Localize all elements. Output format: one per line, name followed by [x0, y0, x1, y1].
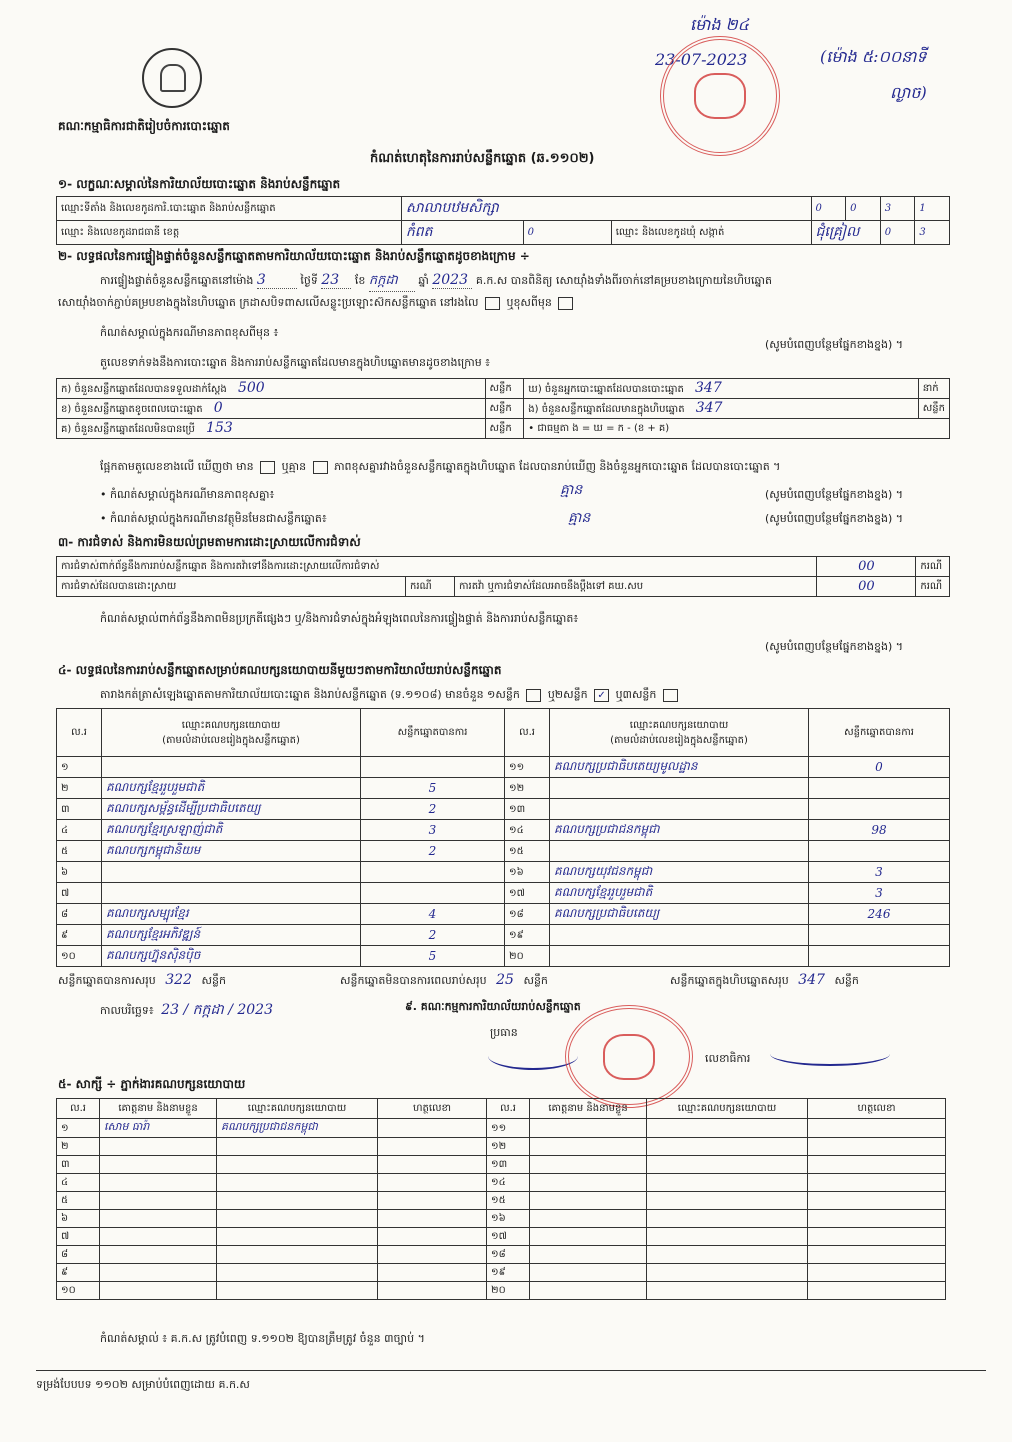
result-votes	[361, 862, 505, 883]
result-no: ៤	[57, 820, 102, 841]
figures-table	[56, 378, 950, 439]
result-no: ១២	[505, 778, 550, 799]
note-b-label: • កំណត់សម្គាល់ក្នុងករណីមានវត្ថុមិនមែនជាសន្លឹកឆ្នោត៖	[100, 512, 327, 525]
witness-name	[100, 1246, 217, 1264]
witness-no: ៣	[57, 1156, 100, 1174]
w-col-no-right: ល.រ	[487, 1099, 530, 1119]
witness-name	[530, 1282, 647, 1300]
col-no-right: ល.រ	[505, 709, 550, 757]
kho-unit: នាក់	[918, 379, 949, 399]
witness-signature[interactable]	[378, 1156, 487, 1174]
table-row	[57, 862, 950, 883]
witness-name	[530, 1246, 647, 1264]
total-valid-value: 322	[165, 972, 192, 988]
table-row	[57, 1119, 946, 1138]
result-party: គណបក្សយុវជនកម្ពុជា	[550, 862, 809, 883]
witness-signature[interactable]	[378, 1282, 487, 1300]
kha-unit: សន្លឹក	[485, 399, 524, 419]
witness-no: ១៦	[487, 1210, 530, 1228]
result-no: ៧	[57, 883, 102, 904]
note-date: 23-07-2023	[655, 50, 748, 69]
verify-line2-text: សោយ៉ាំងចាក់ភ្ជាប់គម្របខាងក្នុងនៃហិបឆ្នោត ក្រដាសបិទពាសលើសន្លូះប្រឡោះស៊កសន្លឹកឆ្នោត នៅរងលៃ	[58, 296, 479, 309]
note-line3: ល្ងាច)	[890, 83, 927, 102]
result-party	[550, 799, 809, 820]
compare-text-b: ឬគ្មាន	[281, 460, 307, 473]
footer-divider	[36, 1370, 986, 1371]
witness-name	[530, 1228, 647, 1246]
witness-signature[interactable]	[378, 1246, 487, 1264]
witness-party	[647, 1174, 808, 1192]
ng-unit: សន្លឹក	[918, 399, 949, 419]
table-row	[57, 1228, 946, 1246]
table-row	[57, 1246, 946, 1264]
result-no: ៩	[57, 925, 102, 946]
footer-text: ទម្រង់បែបបទ ១១០២ សម្រាប់បំពេញដោយ គ.ក.ស	[36, 1378, 250, 1391]
compare-line	[100, 460, 950, 476]
result-party	[102, 883, 361, 904]
table-row	[57, 1210, 946, 1228]
sheet-count-b: ឬ២សន្លឹក	[547, 688, 588, 701]
witness-no: ៧	[57, 1228, 100, 1246]
section1-table	[56, 196, 950, 245]
result-votes	[809, 946, 950, 967]
table-row	[57, 799, 950, 820]
col-party-right-title: ឈ្មោះគណបក្សនយោបាយ	[629, 719, 729, 731]
secretary-signature	[770, 1042, 890, 1066]
witness-signature[interactable]	[808, 1282, 946, 1300]
table-row	[57, 925, 950, 946]
witness-signature[interactable]	[378, 1119, 487, 1138]
section5-heading: ៥- សាក្សី ÷ ភ្នាក់ងារគណបក្សនយោបាយ	[58, 1077, 246, 1091]
two-sheet-checkbox[interactable]: ✓	[594, 689, 609, 702]
footnote: កំណត់សម្គាល់ ៖ គ.ក.ស ត្រូវបំពេញ ទ.១១០២ ឱ្យបានត្រឹមត្រូវ ចំនួន ៣ច្បាប់ ។	[100, 1332, 425, 1345]
result-party: គណបក្សប្រជាធិបតេយ្យមូលដ្ឋាន	[550, 757, 809, 778]
nec-emblem-icon	[142, 48, 202, 108]
province-label: ឈ្មោះ និងលេខកូដរាជធានី ខេត្ត	[57, 221, 402, 245]
result-no: ១៤	[505, 820, 550, 841]
table-row	[57, 1138, 946, 1156]
table-row	[57, 946, 950, 967]
total-invalid-unit: សន្លឹក	[523, 974, 548, 987]
witness-no: ១៨	[487, 1246, 530, 1264]
witness-no: ១	[57, 1119, 100, 1138]
witness-party	[217, 1282, 378, 1300]
results-body	[57, 757, 950, 967]
table-row	[57, 757, 950, 778]
result-votes: 98	[809, 820, 950, 841]
result-party	[102, 757, 361, 778]
section2-heading: ២- លទ្ធផលនៃការផ្ទៀងផ្ទាត់ចំនួនសន្លឹកឆ្នោតតាមការិយាល័យបោះឆ្នោត និងរាប់សន្លឹកឆ្នោតដូចខាងក្រោម ÷	[58, 249, 530, 263]
witness-party	[217, 1264, 378, 1282]
total-invalid-label: សន្លឹកឆ្នោតមិនបានការពេលរាប់សរុប	[340, 974, 487, 987]
result-votes	[809, 841, 950, 862]
witness-name	[530, 1264, 647, 1282]
witness-body	[57, 1119, 946, 1300]
witness-party	[647, 1156, 808, 1174]
w-col-party-left: ឈ្មោះគណបក្សនយោបាយ	[217, 1099, 378, 1119]
col-party-right-sub: (តាមលំដាប់លេខរៀងក្នុងសន្លឹកឆ្នោត)	[610, 734, 748, 746]
witness-signature[interactable]	[808, 1210, 946, 1228]
witness-party	[647, 1192, 808, 1210]
witness-no: ៥	[57, 1192, 100, 1210]
witness-signature[interactable]	[808, 1246, 946, 1264]
result-no: ៨	[57, 904, 102, 925]
official-seal-top	[660, 36, 780, 156]
result-party	[102, 862, 361, 883]
section1-heading: ១- លក្ខណៈសម្គាល់នៃការិយាល័យបោះឆ្នោត និងរាប់សន្លឹកឆ្នោត	[58, 177, 341, 191]
witness-party	[647, 1210, 808, 1228]
result-party: គណបក្សកម្ពុជានិយម	[102, 841, 361, 862]
objection-unit: ករណី	[916, 557, 950, 577]
witness-name	[100, 1228, 217, 1246]
witness-party	[217, 1192, 378, 1210]
result-votes	[361, 757, 505, 778]
sheet-count-line	[100, 688, 681, 704]
section4-heading: ៤- លទ្ធផលនៃការរាប់សន្លឹកឆ្នោតសម្រាប់គណបក្សនយោបាយនីមួយៗតាមការិយាល័យរាប់សន្លឹកឆ្នោត	[58, 663, 502, 677]
total-valid	[58, 972, 226, 990]
appeal-unit: ករណី	[916, 577, 950, 597]
result-votes: 0	[809, 757, 950, 778]
date-line	[100, 1000, 273, 1021]
witness-signature[interactable]	[378, 1264, 487, 1282]
witness-name	[100, 1192, 217, 1210]
secretary-label: លេខាធិការ	[705, 1052, 751, 1065]
witness-name	[100, 1174, 217, 1192]
result-no: ៥	[57, 841, 102, 862]
witness-no: ៩	[57, 1264, 100, 1282]
location-label: ឈ្មោះទីតាំង និងលេខកូដការិ.បោះឆ្នោត និងរាប់សន្លឹកឆ្នោត	[57, 197, 402, 221]
ko-unit: សន្លឹក	[485, 419, 524, 439]
total-box-value: 347	[798, 972, 825, 988]
ka-unit: សន្លឹក	[485, 379, 524, 399]
same-checkbox[interactable]	[485, 297, 500, 310]
result-party: គណបក្សខ្មែរស្រឡាញ់ជាតិ	[102, 820, 361, 841]
result-votes: 246	[809, 904, 950, 925]
result-no: ២០	[505, 946, 550, 967]
witness-name	[530, 1119, 647, 1138]
compare-text-c: ភាពខុសគ្នារវាងចំនួនសន្លឹកឆ្នោតក្នុងហិបឆ្នោត ដែលបានរាប់ឃើញ និងចំនួនអ្នកបោះឆ្នោត ដែលបានបោះឆ្នោត ។	[334, 460, 781, 473]
total-valid-unit: សន្លឹក	[201, 974, 226, 987]
result-party: គណបក្សខ្មែរអភិវឌ្ឍន៍	[102, 925, 361, 946]
witness-table	[56, 1098, 946, 1300]
witness-no: ១០	[57, 1282, 100, 1300]
total-box	[670, 972, 859, 990]
table-row	[57, 778, 950, 799]
date-label: កាលបរិច្ឆេទ៖	[100, 1004, 154, 1017]
result-party: គណបក្សហ្វ៊ុនស៊ិនប៉ិច	[102, 946, 361, 967]
result-party	[550, 925, 809, 946]
witness-signature[interactable]	[378, 1138, 487, 1156]
kho-value: 347	[695, 380, 722, 396]
verify-text-c: ខែ	[354, 274, 366, 287]
witness-name	[530, 1192, 647, 1210]
witness-party	[647, 1282, 808, 1300]
result-no: ១៣	[505, 799, 550, 820]
official-seal-bottom	[565, 1005, 693, 1108]
figures-intro: តួលេខទាក់ទងនឹងការបោះឆ្នោត និងការរាប់សន្លឹកឆ្នោតដែលមានក្នុងហិបឆ្នោតមានដូចខាងក្រោម ៖	[100, 356, 491, 369]
witness-party	[217, 1174, 378, 1192]
formula: • ជាធម្មតា ង = ឃ = ក - (ខ + គ)	[524, 419, 950, 439]
result-votes	[361, 883, 505, 904]
table-row	[57, 841, 950, 862]
witness-signature[interactable]	[808, 1228, 946, 1246]
witness-no: ១៩	[487, 1264, 530, 1282]
different-checkbox[interactable]	[558, 297, 573, 310]
witness-no: ២	[57, 1138, 100, 1156]
ko-label: គ) ចំនួនសន្លឹកឆ្នោតដែលមិនបានប្រើ	[61, 424, 195, 435]
result-votes: 2	[361, 799, 505, 820]
result-votes: 5	[361, 778, 505, 799]
result-votes: 3	[809, 883, 950, 904]
kho-label: ឃ) ចំនួនអ្នកបោះឆ្នោតដែលបានបោះឆ្នោត	[528, 384, 684, 395]
result-votes: 3	[361, 820, 505, 841]
witness-party: គណបក្សប្រជាជនកម្ពុជា	[217, 1119, 378, 1138]
witness-name	[100, 1156, 217, 1174]
result-party: គណបក្សសម្ព័ន្ធដើម្បីប្រជាធិបតេយ្យ	[102, 799, 361, 820]
committee-label: ៩. គណៈកម្មការការិយាល័យរាប់សន្លឹកឆ្នោត	[405, 1000, 581, 1013]
table-row	[57, 1192, 946, 1210]
witness-no: ១៣	[487, 1156, 530, 1174]
note-a-label: • កំណត់សម្គាល់ក្នុងករណីមានភាពខុសគ្នា៖	[100, 488, 275, 501]
irregularity-fill: (សូមបំពេញបន្ថែមផ្នែកខាងខ្នង) ។	[765, 640, 904, 653]
table-row	[57, 1174, 946, 1192]
col-votes-left: សន្លឹកឆ្នោតបានការ	[361, 709, 505, 757]
location-code-2: 0	[846, 197, 881, 221]
col-party-left-sub: (តាមលំដាប់លេខរៀងក្នុងសន្លឹកឆ្នោត)	[162, 734, 300, 746]
result-no: ៦	[57, 862, 102, 883]
col-no-left: ល.រ	[57, 709, 102, 757]
verify-line2	[58, 296, 948, 312]
note-b-fill: (សូមបំពេញបន្ថែមផ្នែកខាងខ្នង) ។	[765, 512, 904, 525]
total-box-label: សន្លឹកឆ្នោតក្នុងហិបឆ្នោតសរុប	[670, 974, 789, 987]
section3-table	[56, 556, 950, 597]
result-votes	[809, 778, 950, 799]
appeal-label: ការតវ៉ា ឬការជំទាស់ដែលអាចនឹងប្តឹងទៅ គឃ.សប	[455, 577, 817, 597]
resolved-unit: ករណី	[406, 577, 455, 597]
witness-signature[interactable]	[808, 1264, 946, 1282]
witness-name	[100, 1282, 217, 1300]
witness-no: ១៤	[487, 1174, 530, 1192]
col-party-right	[550, 709, 809, 757]
sheet-count-c: ឬ៣សន្លឹក	[615, 688, 657, 701]
witness-signature[interactable]	[378, 1174, 487, 1192]
result-party: គណបក្សប្រជាជនកម្ពុជា	[550, 820, 809, 841]
result-votes: 2	[361, 925, 505, 946]
witness-party	[647, 1138, 808, 1156]
result-no: ១៩	[505, 925, 550, 946]
table-row	[57, 1156, 946, 1174]
note-a-fill: (សូមបំពេញបន្ថែមផ្នែកខាងខ្នង) ។	[765, 488, 904, 501]
sheet-count-text: តារាងកត់ត្រាសំឡេងឆ្នោតតាមការិយាល័យបោះឆ្នោត និងរាប់សន្លឹកឆ្នោត (ទ.១១០៨) មានចំនួន ១សន្លឹក	[100, 688, 520, 701]
witness-signature[interactable]	[808, 1119, 946, 1138]
col-party-left	[102, 709, 361, 757]
result-votes: 3	[809, 862, 950, 883]
verify-hour: 3	[257, 272, 297, 289]
witness-no: ២០	[487, 1282, 530, 1300]
witness-no: ៦	[57, 1210, 100, 1228]
verify-year: 2023	[432, 272, 472, 289]
result-no: ២	[57, 778, 102, 799]
ng-label: ង) ចំនួនសន្លឹកឆ្នោតដែលមានក្នុងហិបឆ្នោត	[528, 404, 685, 415]
witness-no: ១៧	[487, 1228, 530, 1246]
commune-label: ឈ្មោះ និងលេខកូដឃុំ សង្កាត់	[611, 221, 811, 245]
witness-name	[100, 1138, 217, 1156]
verify-day: 23	[321, 272, 351, 289]
commune-code-2: 3	[915, 221, 950, 245]
witness-party	[217, 1138, 378, 1156]
commune-value: ជុំគ្រៀល	[811, 221, 880, 245]
witness-name	[530, 1174, 647, 1192]
witness-signature[interactable]	[378, 1210, 487, 1228]
witness-name	[530, 1210, 647, 1228]
witness-party	[647, 1228, 808, 1246]
w-col-name-right: គោត្តនាម និងនាមខ្លួន	[530, 1099, 647, 1119]
diff-fill-note: (សូមបំពេញបន្ថែមផ្នែកខាងខ្នង) ។	[765, 338, 904, 351]
objection-label: ការជំទាស់ពាក់ព័ន្ធនឹងការរាប់សន្លឹកឆ្នោត និងការតវ៉ាទៅនឹងការដោះស្រាយលើការជំទាស់	[57, 557, 817, 577]
chair-label: ប្រធាន	[490, 1026, 518, 1039]
result-no: ១៥	[505, 841, 550, 862]
has-diff-checkbox[interactable]	[260, 461, 275, 474]
verify-line1	[100, 272, 950, 292]
result-no: ១៦	[505, 862, 550, 883]
witness-no: ១១	[487, 1119, 530, 1138]
kha-value: 0	[213, 400, 223, 416]
witness-party	[217, 1210, 378, 1228]
ka-value: 500	[237, 380, 265, 396]
location-code-4: 1	[915, 197, 950, 221]
result-no: ១៨	[505, 904, 550, 925]
location-code-3: 3	[880, 197, 915, 221]
ko-value: 153	[206, 420, 233, 436]
table-row	[57, 1282, 946, 1300]
result-no: ១	[57, 757, 102, 778]
province-value: កំពត	[401, 221, 523, 245]
results-table	[56, 708, 950, 967]
table-row	[57, 820, 950, 841]
resolved-label: ការជំទាស់ដែលបានដោះស្រាយ	[57, 577, 406, 597]
result-party	[550, 946, 809, 967]
result-no: ១៧	[505, 883, 550, 904]
org-name: គណៈកម្មាធិការជាតិរៀបចំការបោះឆ្នោត	[58, 119, 230, 133]
result-party: គណបក្សខ្មែររួបរួមជាតិ	[102, 778, 361, 799]
verify-text-a: ការផ្ទៀងផ្ទាត់ចំនួនសន្លឹកឆ្នោតនៅម៉ោង	[100, 274, 254, 287]
witness-party	[217, 1228, 378, 1246]
witness-no: ៤	[57, 1174, 100, 1192]
objection-value: 00	[817, 557, 916, 577]
compare-text: ផ្អែកតាមតួលេខខាងលើ ឃើញថា មាន	[100, 460, 254, 473]
commune-code-1: 0	[880, 221, 915, 245]
result-no: ៣	[57, 799, 102, 820]
note-line1: ម៉ោង ២៤	[690, 15, 749, 34]
result-votes: 2	[361, 841, 505, 862]
one-sheet-checkbox[interactable]	[526, 689, 541, 702]
result-party: គណបក្សខ្មែររួបរួមជាតិ	[550, 883, 809, 904]
result-no: ១០	[57, 946, 102, 967]
diff-note-label: កំណត់សម្គាល់ក្នុងករណីមានភាពខុសពីមុន ៖	[100, 326, 279, 339]
witness-signature[interactable]	[378, 1192, 487, 1210]
witness-signature[interactable]	[378, 1228, 487, 1246]
verify-line2-b: ឬខុសពីមុន	[506, 296, 552, 309]
result-party	[550, 841, 809, 862]
total-box-unit: សន្លឹក	[834, 974, 859, 987]
witness-signature[interactable]	[808, 1192, 946, 1210]
witness-party	[647, 1264, 808, 1282]
verify-month: កក្កដា	[369, 272, 415, 292]
verify-text-b: ថ្ងៃទី	[300, 274, 318, 287]
total-invalid-value: 25	[496, 972, 514, 988]
date-value: 23 / កក្កដា / 2023	[161, 1002, 273, 1018]
total-valid-label: សន្លឹកឆ្នោតបានការសរុប	[58, 974, 156, 987]
result-no: ១១	[505, 757, 550, 778]
form-title: កំណត់ហេតុនៃការរាប់សន្លឹកឆ្នោត (ឆ.១១០២)	[370, 151, 595, 166]
kha-label: ខ) ចំនួនសន្លឹកឆ្នោតខូចពេលបោះឆ្នោត	[61, 404, 203, 415]
w-col-no-left: ល.រ	[57, 1099, 100, 1119]
note-a-value: គ្មាន	[560, 482, 583, 498]
witness-party	[217, 1156, 378, 1174]
result-party: គណបក្សសម្បុរខ្មែរ	[102, 904, 361, 925]
table-row	[57, 883, 950, 904]
col-party-left-title: ឈ្មោះគណបក្សនយោបាយ	[181, 719, 281, 731]
result-party	[550, 778, 809, 799]
total-invalid	[340, 972, 548, 990]
no-diff-checkbox[interactable]	[313, 461, 328, 474]
witness-name	[100, 1210, 217, 1228]
witness-no: ១៥	[487, 1192, 530, 1210]
witness-name: សោម ធារ៉ា	[100, 1119, 217, 1138]
appeal-value: 00	[817, 577, 916, 597]
witness-party	[217, 1246, 378, 1264]
note-time: (ម៉ោង ៥:០០នាទី	[820, 47, 927, 66]
irregularity-note: កំណត់សម្គាល់ពាក់ព័ន្ធនឹងភាពមិនប្រក្រតីផ្សេងៗ ឬ/និងការជំទាស់ក្នុងអំឡុងពេលនៃការផ្ទៀងផ្ទាត់ និងការរាប់សន្លឹកឆ្នោត៖	[100, 612, 579, 625]
witness-party	[647, 1246, 808, 1264]
result-votes: 4	[361, 904, 505, 925]
witness-signature[interactable]	[808, 1174, 946, 1192]
witness-name	[530, 1138, 647, 1156]
province-code: 0	[523, 221, 611, 245]
result-votes	[809, 799, 950, 820]
ka-label: ក) ចំនួនសន្លឹកឆ្នោតដែលបានទទួលដាក់ស្តែង	[61, 384, 227, 395]
w-col-sign-right: ហត្ថលេខា	[808, 1099, 946, 1119]
witness-signature[interactable]	[808, 1138, 946, 1156]
witness-no: ៨	[57, 1246, 100, 1264]
witness-signature[interactable]	[808, 1156, 946, 1174]
witness-name	[530, 1156, 647, 1174]
result-votes	[809, 925, 950, 946]
w-col-sign-left: ហត្ថលេខា	[378, 1099, 487, 1119]
result-party: គណបក្សប្រជាធិបតេយ្យ	[550, 904, 809, 925]
location-code-1: 0	[811, 197, 846, 221]
w-col-name-left: គោត្តនាម និងនាមខ្លួន	[100, 1099, 217, 1119]
verify-text-e: គ.ក.ស បានពិនិត្យ សោយ៉ាំងទាំងពីរចាក់នៅគម្របខាងក្រោយនៃហិបឆ្នោត	[475, 274, 772, 287]
witness-no: ១២	[487, 1138, 530, 1156]
section3-heading: ៣- ការជំទាស់ និងការមិនយល់ព្រមតាមការដោះស្រាយលើការជំទាស់	[58, 535, 361, 549]
location-value: សាលាបឋមសិក្សា	[401, 197, 811, 221]
three-sheet-checkbox[interactable]	[663, 689, 678, 702]
witness-party	[647, 1119, 808, 1138]
verify-text-d: ឆ្នាំ	[418, 274, 429, 287]
table-row	[57, 1264, 946, 1282]
ng-value: 347	[695, 400, 723, 416]
w-col-party-right: ឈ្មោះគណបក្សនយោបាយ	[647, 1099, 808, 1119]
witness-name	[100, 1264, 217, 1282]
result-votes: 5	[361, 946, 505, 967]
note-b-value: គ្មាន	[568, 510, 591, 526]
col-votes-right: សន្លឹកឆ្នោតបានការ	[809, 709, 950, 757]
table-row	[57, 904, 950, 925]
